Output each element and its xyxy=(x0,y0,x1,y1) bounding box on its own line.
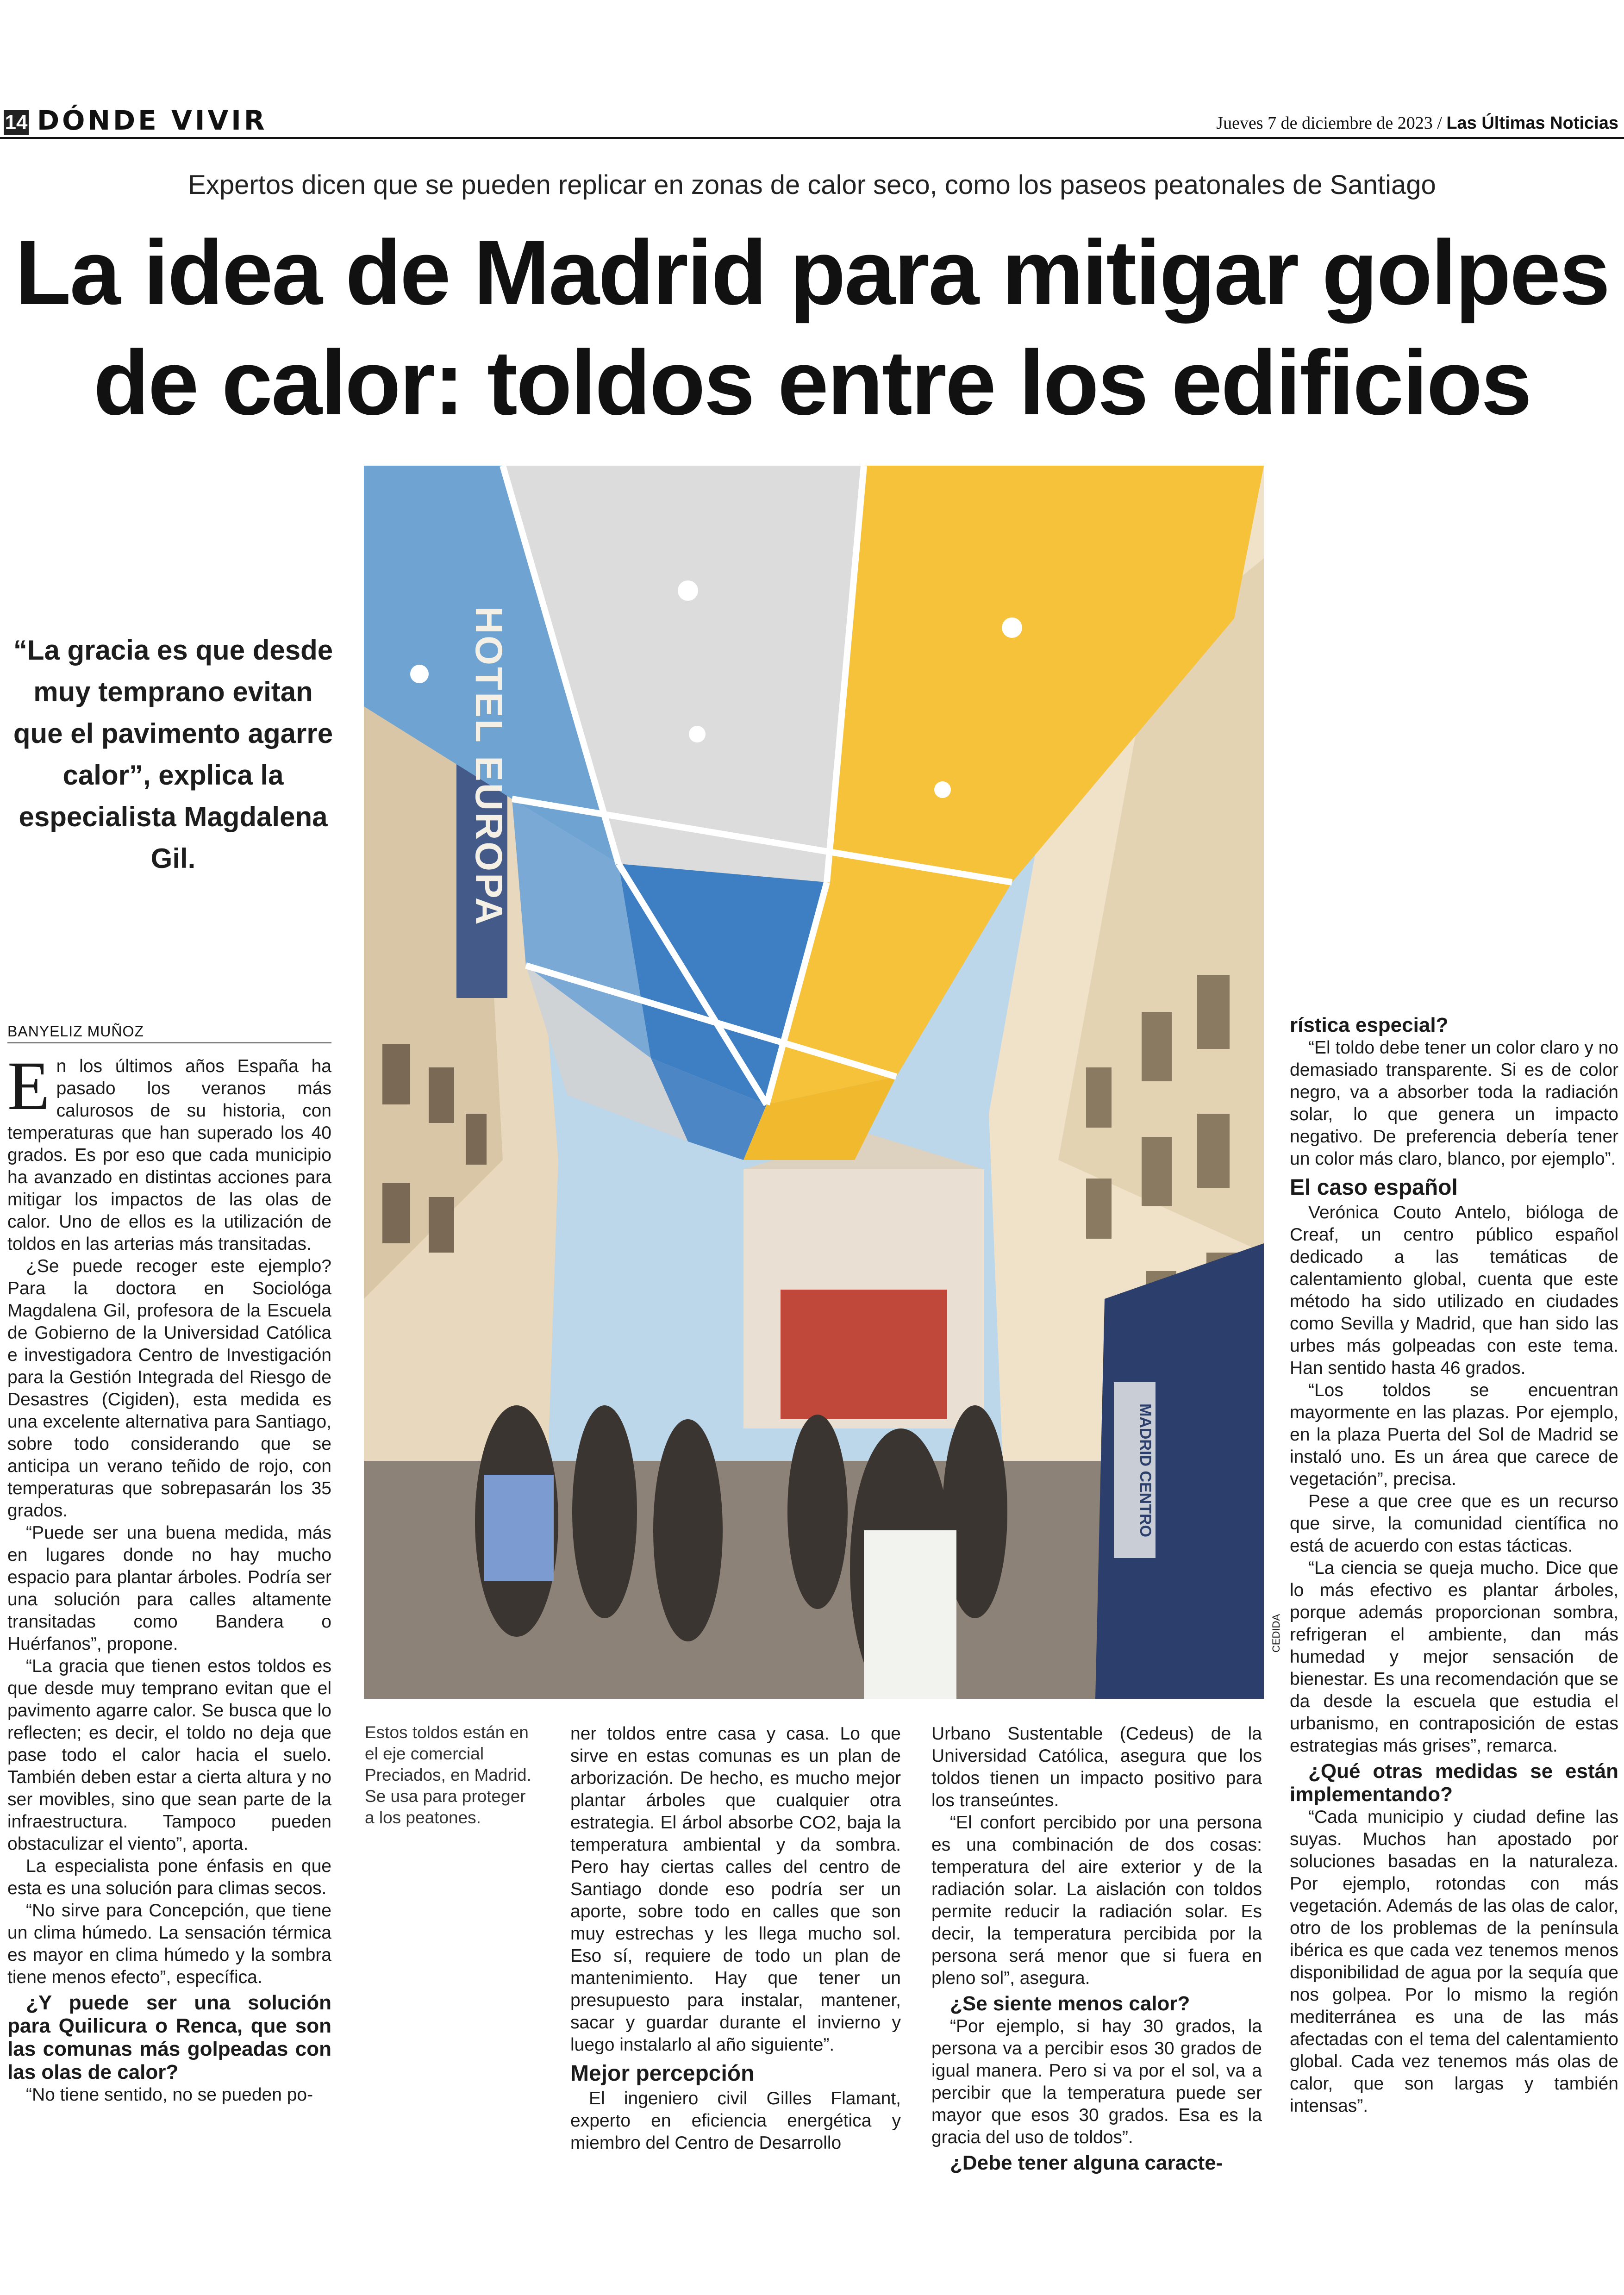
issue-date: Jueves 7 de diciembre de 2023 xyxy=(1216,113,1433,133)
paragraph: ner toldos entre casa y casa. Lo que sirve en estas comunas es un plan de arborización. De hecho, es mucho mejor plantar árboles que cualquier otra estrategia. El árbol absorbe CO2, baja la temperatura ambiental y da sombra. Pero hay ciertas calles del centro de Santiago donde eso podría ser un aporte, sobre todo en calles que son muy estrechas y les llega mucho sol. Eso sí, requiere de todo un plan de mantenimiento. Hay que tener un presupuesto para instalar, mantener, sacar y guardar durante el invierno y luego instalarlo al año siguiente”. xyxy=(570,1724,901,2055)
paragraph: Pese a que cree que es un recurso que sirve, la comunidad científica no está de acuerdo con estas tácticas. xyxy=(1290,1491,1618,1556)
column-4 xyxy=(1290,1011,1618,2117)
photo-credit: CEDIDA xyxy=(1270,1614,1282,1653)
column-1 xyxy=(7,1048,331,2106)
drop-cap: E xyxy=(7,1048,50,1124)
paragraph: “Los toldos se encuentran mayormente en las plazas. Por ejemplo, en la plaza Puerta del Sol de Madrid se instaló uno. Es un área que carece de vegetación”, precisa. xyxy=(1290,1380,1618,1489)
section-title: DÓNDE VIVIR xyxy=(37,105,268,136)
column-3 xyxy=(931,1723,1262,2175)
paragraph: “El toldo debe tener un color claro y no demasiado transparente. Si es de color negro, va a absorber toda la radiación solar, lo que genera un impacto negativo. De preferencia debería tener un color más claro, blanco, por ejemplo”. xyxy=(1290,1038,1618,1169)
paragraph: “La gracia que tienen estos toldos es que desde muy temprano evitan que el pavimento agarre calor. Se busca que lo reflecten; es decir, el toldo no deja que pase todo el calor hacia el suelo. También deben estar a cierta altura y no ser movibles, sino que sean parte de la infraestructura. Tampoco pueden obstaculizar el viento”, aporta. xyxy=(7,1656,331,1854)
pull-quote: “La gracia es que desde muy temprano evitan que el pavimento agarre calor”, explica la especialista Magdalena Gil. xyxy=(13,635,333,874)
dateline-separator: / xyxy=(1437,113,1442,133)
paragraph: “Cada municipio y ciudad define las suyas. Muchos han apostado por soluciones basadas en la naturaleza. Por ejemplo, rotondas con más vegetación. Además de las olas de calor, otro de los problemas de la península ibérica es que cada vez tenemos menos disponibilidad de agua por la sequía que nos golpea. Por lo mismo la región mediterránea es una de las más afectadas con el tema del calentamiento global. Cada vez tenemos más olas de calor, que son largas y también intensas”. xyxy=(1290,1807,1618,2116)
interview-question: rística especial? xyxy=(1290,1014,1449,1036)
interview-question: ¿Debe tener alguna caracte- xyxy=(950,2152,1223,2174)
paragraph: “La ciencia se queja mucho. Dice que lo más efectivo es plantar árboles, porque además proporcionan sombra, refrigeran el ambiente, dan más humedad y mejor sensación de bienestar. Es una recomendación que se da desde la escuela que estudia el urbanismo, en contraposición de estas estrategias más grises”, remarca. xyxy=(1290,1558,1618,1756)
paragraph: “El confort percibido por una persona es una combinación de dos cosas: temperatura del aire exterior y de la radiación solar. La aislación con toldos permite reducir la radiación solar. Es decir, la temperatura percibida por la persona será menor que si fuera en pleno sol”, asegura. xyxy=(931,1813,1262,1988)
paragraph: “Por ejemplo, si hay 30 grados, la persona va a percibir esos 30 grados de igual manera. Pero si va por el sol, va a percibir que la temperatura puede ser mayor que esos 30 grados. Esa es la gracia del uso de toldos”. xyxy=(931,2016,1262,2147)
page-number: 14 xyxy=(4,110,29,135)
paragraph: La especialista pone énfasis en que esta es una solución para climas secos. xyxy=(7,1856,331,1898)
paragraph: “Puede ser una buena medida, más en lugares donde no hay mucho espacio para plantar árboles. Podría ser una solución para calles altamente transitadas como Bandera o Huérfanos”, propone. xyxy=(7,1523,331,1654)
dateline xyxy=(1216,113,1618,133)
subheading: Mejor percepción xyxy=(570,2061,755,2086)
paragraph: Urbano Sustentable (Cedeus) de la Universidad Católica, asegura que los toldos tienen un impacto positivo para los transeúntes. xyxy=(931,1724,1262,1810)
hotel-sign-text: HOTEL EUROPA xyxy=(468,606,510,927)
column-2 xyxy=(570,1723,901,2154)
publication-name: Las Últimas Noticias xyxy=(1446,113,1618,133)
paragraph: El ingeniero civil Gilles Flamant, experto en eficiencia energética y miembro del Centro de Desarrollo xyxy=(570,2089,901,2153)
headline xyxy=(0,218,1624,438)
street-awnings-photo xyxy=(364,466,1264,1699)
kicker: Expertos dicen que se pueden replicar en zonas de calor seco, como los paseos peatonales de Santiago xyxy=(188,170,1436,200)
header-rule xyxy=(0,137,1624,139)
paragraph: ¿Se puede recoger este ejemplo? Para la doctora en Sociológa Magdalena Gil, profesora de la Escuela de Gobierno de la Universidad Católica e investigadora Centro de Investigación para la Gestión Integrada del Riesgo de Desastres (Cigiden), esta medida es una excelente alternativa para Santiago, sobre todo considerando que se anticipa un verano teñido de rojo, con temperaturas que sobrepasarán los 35 grados. xyxy=(7,1256,331,1521)
paragraph: Verónica Couto Antelo, bióloga de Creaf, un centro público español dedicado a las temáticas de calentamiento global, cuenta que este método ha sido utilizado en ciudades como Sevilla y Madrid, que han sido las urbes más golpeadas con este tema. Han sentido hasta 46 grados. xyxy=(1290,1203,1618,1378)
paragraph: n los últimos años España ha pasado los veranos más calurosos de su historia, con temperaturas que han superado los 40 grados. Es por eso que cada municipio ha avanzado en distintas acciones para mitigar los impactos de las olas de calor. Uno de ellos es la utilización de toldos en las arterias más transitadas. xyxy=(7,1056,331,1254)
headline-line-2: de calor: toldos entre los edificios xyxy=(93,331,1531,434)
byline: BANYELIZ MUÑOZ xyxy=(7,1023,144,1040)
byline-rule xyxy=(7,1042,331,1043)
interview-question: ¿Qué otras medidas se están implementando? xyxy=(1290,1760,1618,1806)
interview-question: ¿Se siente menos calor? xyxy=(950,1992,1190,2015)
photo-caption: Estos toldos están en el eje comercial Preciados, en Madrid. Se usa para proteger a los peatones. xyxy=(365,1723,531,1827)
paragraph: “No tiene sentido, no se pueden po- xyxy=(26,2085,313,2105)
headline-line-1: La idea de Madrid para mitigar golpes xyxy=(15,221,1609,324)
paragraph: “No sirve para Concepción, que tiene un clima húmedo. La sensación térmica es mayor en clima húmedo y la sombra tiene menos efecto”, específica. xyxy=(7,1901,331,1987)
interview-question: ¿Y puede ser una solución para Quilicura o Renca, que son las comunas más golpeadas con las olas de calor? xyxy=(7,1991,331,2083)
subheading: El caso español xyxy=(1290,1175,1458,1200)
kiosk-sign-text: MADRID CENTRO xyxy=(1137,1403,1154,1537)
